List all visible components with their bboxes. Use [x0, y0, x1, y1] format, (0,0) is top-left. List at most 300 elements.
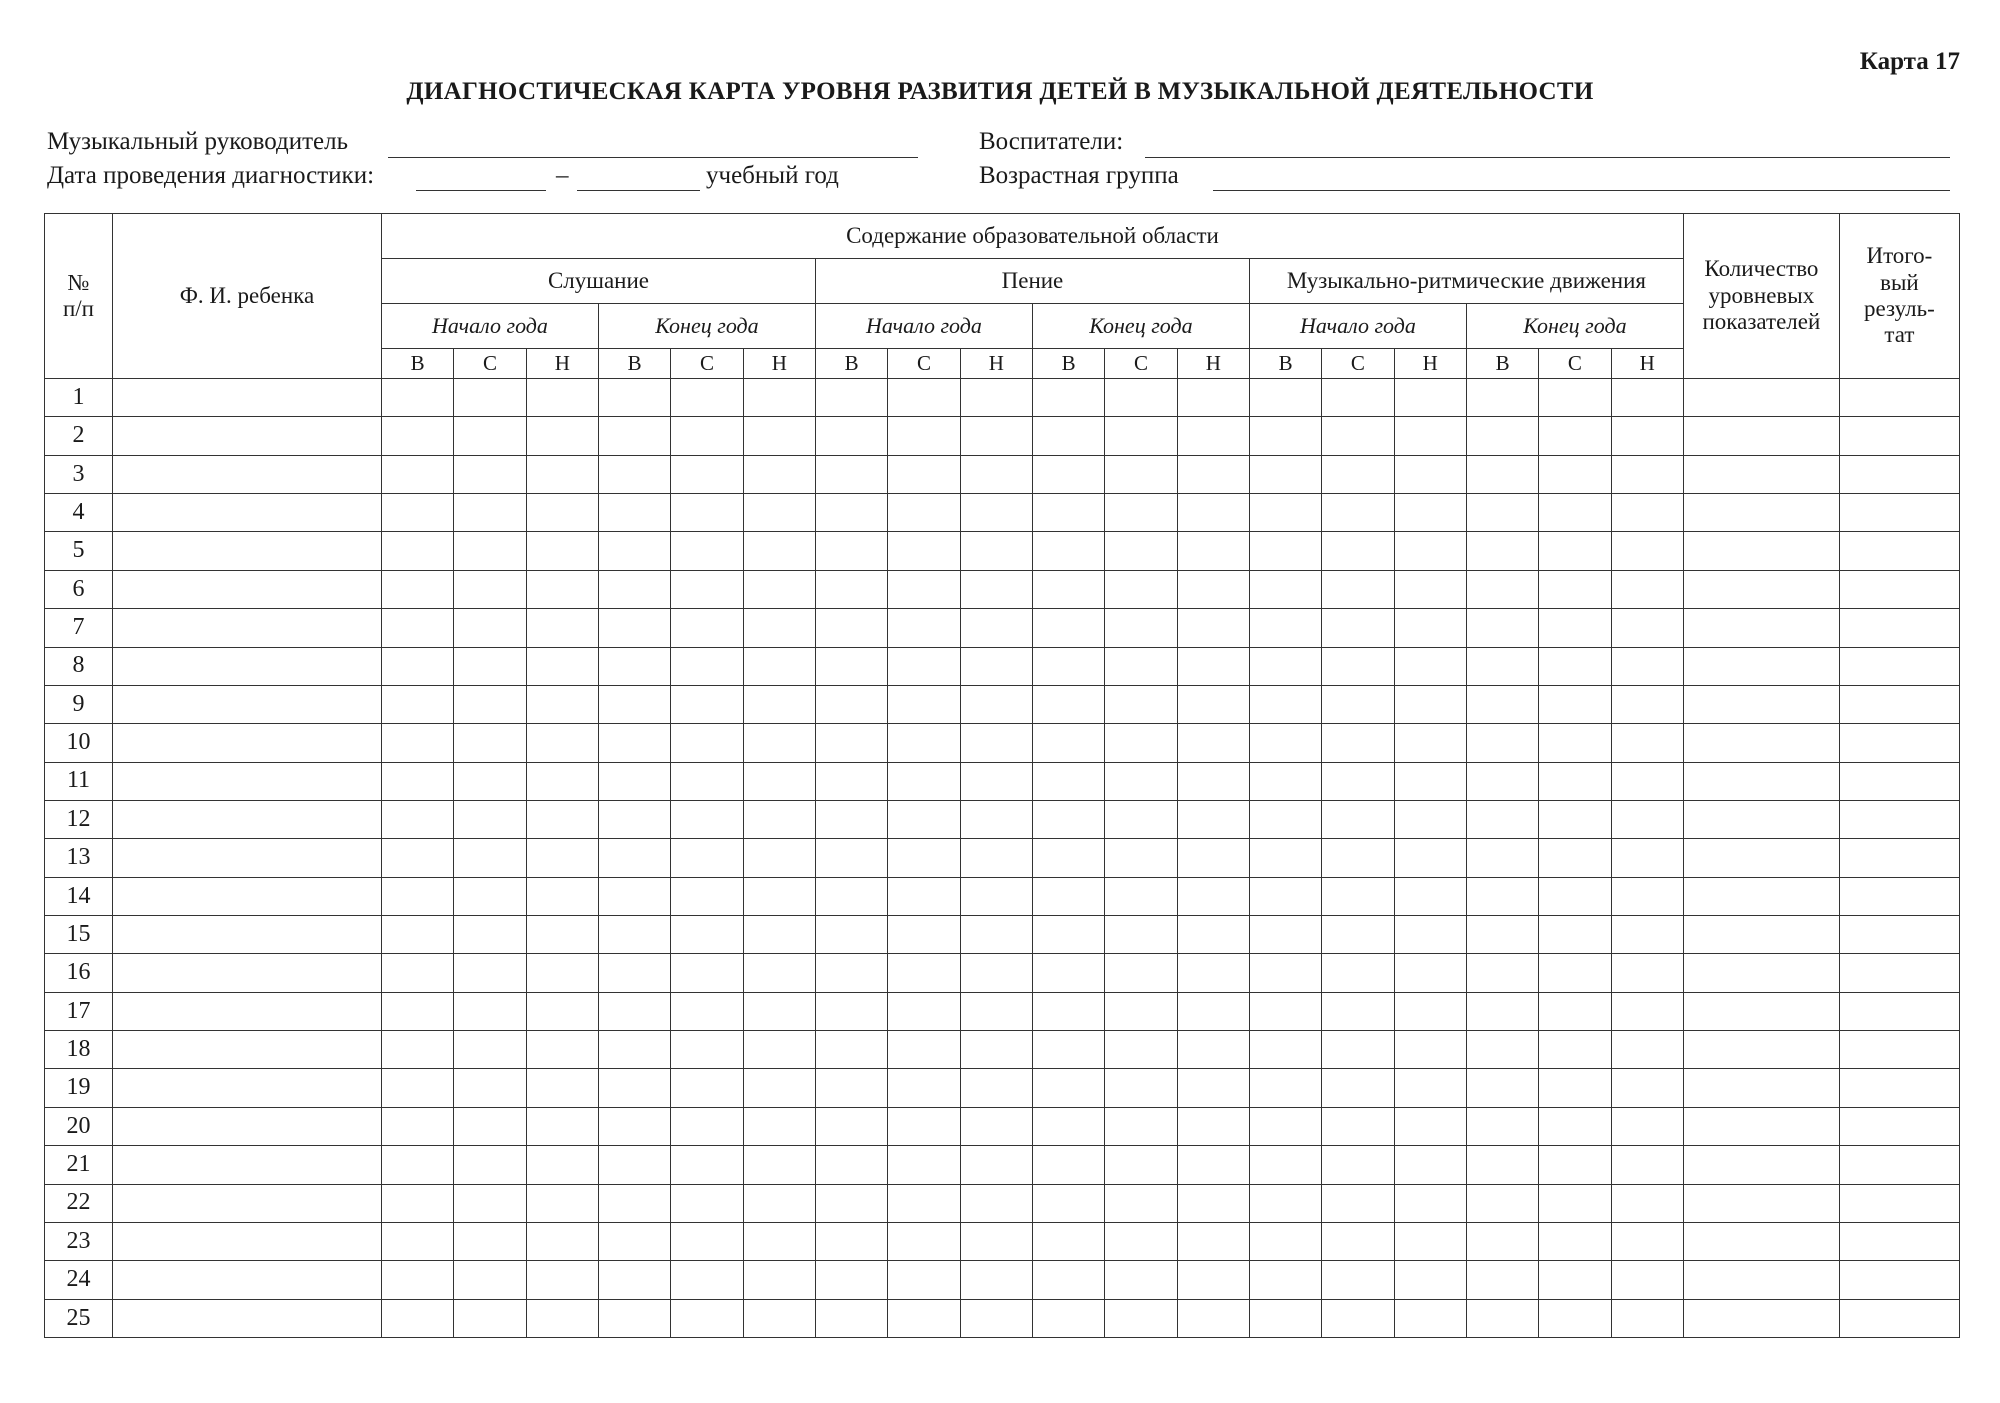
level-count-cell[interactable] [1683, 1146, 1839, 1184]
level-cell[interactable] [598, 379, 670, 417]
level-cell[interactable] [671, 379, 743, 417]
level-cell[interactable] [526, 1031, 598, 1069]
level-cell[interactable] [1249, 800, 1321, 838]
level-cell[interactable] [382, 1261, 454, 1299]
level-cell[interactable] [382, 800, 454, 838]
level-cell[interactable] [888, 1146, 960, 1184]
level-cell[interactable] [454, 762, 526, 800]
child-name-cell[interactable] [113, 916, 382, 954]
level-cell[interactable] [1105, 1069, 1177, 1107]
level-cell[interactable] [1249, 1261, 1321, 1299]
level-cell[interactable] [1322, 1222, 1394, 1260]
level-cell[interactable] [1611, 1261, 1683, 1299]
level-cell[interactable] [1177, 1031, 1249, 1069]
level-cell[interactable] [526, 570, 598, 608]
level-cell[interactable] [671, 417, 743, 455]
child-name-cell[interactable] [113, 494, 382, 532]
level-cell[interactable] [1394, 1261, 1466, 1299]
level-cell[interactable] [671, 954, 743, 992]
level-cell[interactable] [1611, 417, 1683, 455]
level-cell[interactable] [1249, 1222, 1321, 1260]
level-cell[interactable] [382, 1222, 454, 1260]
level-cell[interactable] [382, 877, 454, 915]
child-name-cell[interactable] [113, 417, 382, 455]
level-cell[interactable] [1105, 724, 1177, 762]
level-cell[interactable] [454, 494, 526, 532]
level-cell[interactable] [888, 1184, 960, 1222]
level-cell[interactable] [1539, 379, 1611, 417]
level-cell[interactable] [815, 1146, 887, 1184]
total-result-cell[interactable] [1839, 724, 1959, 762]
total-result-cell[interactable] [1839, 532, 1959, 570]
level-cell[interactable] [671, 1261, 743, 1299]
level-cell[interactable] [598, 647, 670, 685]
level-cell[interactable] [1322, 992, 1394, 1030]
level-cell[interactable] [815, 1299, 887, 1337]
level-cell[interactable] [1466, 494, 1538, 532]
level-cell[interactable] [1466, 992, 1538, 1030]
child-name-cell[interactable] [113, 609, 382, 647]
level-cell[interactable] [454, 992, 526, 1030]
total-result-cell[interactable] [1839, 609, 1959, 647]
level-cell[interactable] [382, 455, 454, 493]
level-cell[interactable] [1249, 839, 1321, 877]
level-cell[interactable] [454, 954, 526, 992]
level-cell[interactable] [1105, 685, 1177, 723]
level-cell[interactable] [1177, 877, 1249, 915]
level-cell[interactable] [382, 379, 454, 417]
level-cell[interactable] [1466, 455, 1538, 493]
level-cell[interactable] [815, 724, 887, 762]
level-cell[interactable] [960, 685, 1032, 723]
level-cell[interactable] [1177, 609, 1249, 647]
level-cell[interactable] [1249, 1069, 1321, 1107]
level-cell[interactable] [815, 1184, 887, 1222]
level-cell[interactable] [1466, 1222, 1538, 1260]
level-cell[interactable] [1177, 532, 1249, 570]
level-cell[interactable] [1539, 839, 1611, 877]
level-cell[interactable] [888, 379, 960, 417]
level-cell[interactable] [960, 1299, 1032, 1337]
level-cell[interactable] [960, 1107, 1032, 1145]
level-cell[interactable] [960, 532, 1032, 570]
level-cell[interactable] [1322, 954, 1394, 992]
level-cell[interactable] [1539, 570, 1611, 608]
level-cell[interactable] [1611, 570, 1683, 608]
level-cell[interactable] [1539, 417, 1611, 455]
level-cell[interactable] [671, 1031, 743, 1069]
level-cell[interactable] [888, 685, 960, 723]
level-cell[interactable] [815, 877, 887, 915]
level-cell[interactable] [1177, 455, 1249, 493]
level-cell[interactable] [598, 1299, 670, 1337]
level-count-cell[interactable] [1683, 724, 1839, 762]
level-cell[interactable] [815, 839, 887, 877]
level-cell[interactable] [960, 379, 1032, 417]
level-cell[interactable] [743, 532, 815, 570]
level-cell[interactable] [598, 1222, 670, 1260]
total-result-cell[interactable] [1839, 379, 1959, 417]
level-count-cell[interactable] [1683, 532, 1839, 570]
level-cell[interactable] [1105, 877, 1177, 915]
level-cell[interactable] [454, 455, 526, 493]
level-cell[interactable] [1105, 916, 1177, 954]
level-cell[interactable] [1394, 916, 1466, 954]
child-name-cell[interactable] [113, 954, 382, 992]
level-cell[interactable] [1611, 762, 1683, 800]
level-cell[interactable] [1249, 685, 1321, 723]
level-cell[interactable] [888, 1031, 960, 1069]
level-cell[interactable] [743, 455, 815, 493]
level-cell[interactable] [1394, 494, 1466, 532]
level-cell[interactable] [1322, 1146, 1394, 1184]
level-cell[interactable] [1249, 1146, 1321, 1184]
level-cell[interactable] [1177, 647, 1249, 685]
level-cell[interactable] [1466, 839, 1538, 877]
level-cell[interactable] [888, 877, 960, 915]
level-cell[interactable] [743, 877, 815, 915]
level-cell[interactable] [888, 839, 960, 877]
level-cell[interactable] [1322, 724, 1394, 762]
level-cell[interactable] [1539, 494, 1611, 532]
level-cell[interactable] [1611, 1184, 1683, 1222]
level-cell[interactable] [526, 685, 598, 723]
level-cell[interactable] [598, 609, 670, 647]
level-cell[interactable] [815, 609, 887, 647]
level-cell[interactable] [598, 800, 670, 838]
level-cell[interactable] [1611, 609, 1683, 647]
level-cell[interactable] [1249, 992, 1321, 1030]
level-cell[interactable] [1177, 379, 1249, 417]
level-cell[interactable] [888, 954, 960, 992]
level-cell[interactable] [454, 839, 526, 877]
level-cell[interactable] [1177, 1222, 1249, 1260]
total-result-cell[interactable] [1839, 1299, 1959, 1337]
level-cell[interactable] [1032, 609, 1104, 647]
level-cell[interactable] [598, 1069, 670, 1107]
level-cell[interactable] [598, 685, 670, 723]
total-result-cell[interactable] [1839, 647, 1959, 685]
level-cell[interactable] [888, 916, 960, 954]
level-cell[interactable] [743, 1261, 815, 1299]
level-cell[interactable] [1032, 647, 1104, 685]
level-cell[interactable] [1394, 1069, 1466, 1107]
level-cell[interactable] [1249, 916, 1321, 954]
level-cell[interactable] [1177, 417, 1249, 455]
level-cell[interactable] [1322, 685, 1394, 723]
level-cell[interactable] [382, 1107, 454, 1145]
child-name-cell[interactable] [113, 839, 382, 877]
level-count-cell[interactable] [1683, 1107, 1839, 1145]
level-cell[interactable] [526, 1261, 598, 1299]
level-cell[interactable] [1466, 800, 1538, 838]
level-cell[interactable] [743, 379, 815, 417]
level-cell[interactable] [382, 992, 454, 1030]
level-cell[interactable] [598, 992, 670, 1030]
level-cell[interactable] [671, 570, 743, 608]
level-count-cell[interactable] [1683, 1184, 1839, 1222]
level-cell[interactable] [815, 570, 887, 608]
level-cell[interactable] [815, 916, 887, 954]
level-cell[interactable] [888, 992, 960, 1030]
level-cell[interactable] [1394, 1107, 1466, 1145]
level-cell[interactable] [1249, 455, 1321, 493]
level-cell[interactable] [1105, 1261, 1177, 1299]
level-cell[interactable] [1032, 724, 1104, 762]
level-cell[interactable] [1177, 762, 1249, 800]
level-cell[interactable] [1105, 532, 1177, 570]
date-end-field[interactable] [577, 190, 700, 191]
level-cell[interactable] [1394, 417, 1466, 455]
level-cell[interactable] [1394, 1222, 1466, 1260]
level-cell[interactable] [526, 724, 598, 762]
level-cell[interactable] [1611, 1146, 1683, 1184]
music-director-field[interactable] [388, 157, 918, 158]
level-count-cell[interactable] [1683, 1299, 1839, 1337]
level-cell[interactable] [454, 1031, 526, 1069]
total-result-cell[interactable] [1839, 877, 1959, 915]
total-result-cell[interactable] [1839, 685, 1959, 723]
educators-field[interactable] [1145, 157, 1950, 158]
level-cell[interactable] [1249, 954, 1321, 992]
level-cell[interactable] [815, 494, 887, 532]
level-cell[interactable] [1611, 1107, 1683, 1145]
level-cell[interactable] [526, 1299, 598, 1337]
child-name-cell[interactable] [113, 800, 382, 838]
level-cell[interactable] [1322, 532, 1394, 570]
level-count-cell[interactable] [1683, 877, 1839, 915]
total-result-cell[interactable] [1839, 494, 1959, 532]
level-cell[interactable] [382, 647, 454, 685]
level-cell[interactable] [454, 1069, 526, 1107]
level-cell[interactable] [960, 916, 1032, 954]
level-cell[interactable] [1466, 647, 1538, 685]
level-cell[interactable] [1177, 570, 1249, 608]
level-cell[interactable] [598, 1261, 670, 1299]
level-cell[interactable] [1539, 724, 1611, 762]
total-result-cell[interactable] [1839, 455, 1959, 493]
level-cell[interactable] [1249, 647, 1321, 685]
level-cell[interactable] [1466, 724, 1538, 762]
level-cell[interactable] [1466, 1261, 1538, 1299]
level-cell[interactable] [1394, 954, 1466, 992]
level-cell[interactable] [1032, 570, 1104, 608]
level-cell[interactable] [960, 762, 1032, 800]
level-cell[interactable] [1466, 570, 1538, 608]
level-cell[interactable] [1466, 1069, 1538, 1107]
level-cell[interactable] [1032, 379, 1104, 417]
total-result-cell[interactable] [1839, 800, 1959, 838]
total-result-cell[interactable] [1839, 1184, 1959, 1222]
total-result-cell[interactable] [1839, 762, 1959, 800]
level-cell[interactable] [1105, 762, 1177, 800]
level-cell[interactable] [743, 724, 815, 762]
level-cell[interactable] [1611, 647, 1683, 685]
level-cell[interactable] [1177, 1107, 1249, 1145]
level-cell[interactable] [1611, 724, 1683, 762]
level-cell[interactable] [1249, 1299, 1321, 1337]
level-cell[interactable] [960, 992, 1032, 1030]
level-cell[interactable] [1611, 877, 1683, 915]
level-cell[interactable] [382, 570, 454, 608]
level-cell[interactable] [1611, 992, 1683, 1030]
level-cell[interactable] [1466, 379, 1538, 417]
level-cell[interactable] [1611, 800, 1683, 838]
child-name-cell[interactable] [113, 762, 382, 800]
level-cell[interactable] [743, 1069, 815, 1107]
level-cell[interactable] [526, 417, 598, 455]
level-cell[interactable] [815, 685, 887, 723]
level-cell[interactable] [960, 609, 1032, 647]
level-cell[interactable] [1322, 839, 1394, 877]
level-cell[interactable] [743, 954, 815, 992]
level-cell[interactable] [1394, 570, 1466, 608]
total-result-cell[interactable] [1839, 417, 1959, 455]
level-cell[interactable] [671, 1299, 743, 1337]
level-cell[interactable] [1611, 494, 1683, 532]
level-cell[interactable] [743, 762, 815, 800]
level-cell[interactable] [454, 1261, 526, 1299]
level-cell[interactable] [888, 1299, 960, 1337]
level-count-cell[interactable] [1683, 1222, 1839, 1260]
level-cell[interactable] [1466, 1299, 1538, 1337]
level-cell[interactable] [382, 724, 454, 762]
level-cell[interactable] [1249, 724, 1321, 762]
level-cell[interactable] [1394, 685, 1466, 723]
level-cell[interactable] [1105, 647, 1177, 685]
level-cell[interactable] [598, 916, 670, 954]
level-cell[interactable] [526, 532, 598, 570]
level-cell[interactable] [1611, 455, 1683, 493]
level-cell[interactable] [1177, 916, 1249, 954]
total-result-cell[interactable] [1839, 839, 1959, 877]
total-result-cell[interactable] [1839, 1261, 1959, 1299]
level-cell[interactable] [1177, 1299, 1249, 1337]
level-cell[interactable] [1539, 992, 1611, 1030]
level-cell[interactable] [1177, 1146, 1249, 1184]
level-cell[interactable] [1177, 954, 1249, 992]
level-cell[interactable] [1249, 379, 1321, 417]
level-cell[interactable] [454, 800, 526, 838]
level-count-cell[interactable] [1683, 570, 1839, 608]
level-cell[interactable] [960, 647, 1032, 685]
level-cell[interactable] [1394, 762, 1466, 800]
level-cell[interactable] [382, 1146, 454, 1184]
level-cell[interactable] [1394, 800, 1466, 838]
child-name-cell[interactable] [113, 1146, 382, 1184]
level-cell[interactable] [671, 685, 743, 723]
level-cell[interactable] [1322, 762, 1394, 800]
level-cell[interactable] [1394, 992, 1466, 1030]
level-cell[interactable] [815, 532, 887, 570]
level-cell[interactable] [1105, 839, 1177, 877]
level-cell[interactable] [960, 1146, 1032, 1184]
level-cell[interactable] [1611, 685, 1683, 723]
level-cell[interactable] [454, 609, 526, 647]
level-cell[interactable] [743, 570, 815, 608]
level-cell[interactable] [526, 954, 598, 992]
child-name-cell[interactable] [113, 992, 382, 1030]
level-cell[interactable] [454, 570, 526, 608]
level-count-cell[interactable] [1683, 800, 1839, 838]
level-cell[interactable] [960, 954, 1032, 992]
level-cell[interactable] [960, 839, 1032, 877]
level-cell[interactable] [888, 724, 960, 762]
level-cell[interactable] [888, 1107, 960, 1145]
level-cell[interactable] [598, 1031, 670, 1069]
level-cell[interactable] [815, 1069, 887, 1107]
level-cell[interactable] [1539, 1107, 1611, 1145]
level-cell[interactable] [743, 647, 815, 685]
level-cell[interactable] [1539, 954, 1611, 992]
level-cell[interactable] [1105, 1107, 1177, 1145]
total-result-cell[interactable] [1839, 1222, 1959, 1260]
level-cell[interactable] [382, 1184, 454, 1222]
level-cell[interactable] [526, 800, 598, 838]
level-cell[interactable] [1249, 494, 1321, 532]
level-cell[interactable] [743, 1146, 815, 1184]
level-cell[interactable] [1322, 570, 1394, 608]
level-cell[interactable] [960, 494, 1032, 532]
level-cell[interactable] [1394, 609, 1466, 647]
child-name-cell[interactable] [113, 685, 382, 723]
level-cell[interactable] [1394, 839, 1466, 877]
total-result-cell[interactable] [1839, 1031, 1959, 1069]
child-name-cell[interactable] [113, 877, 382, 915]
level-cell[interactable] [1539, 1069, 1611, 1107]
level-cell[interactable] [671, 647, 743, 685]
level-cell[interactable] [1105, 992, 1177, 1030]
level-cell[interactable] [960, 800, 1032, 838]
level-cell[interactable] [1032, 916, 1104, 954]
level-count-cell[interactable] [1683, 1069, 1839, 1107]
level-cell[interactable] [1032, 685, 1104, 723]
level-cell[interactable] [382, 916, 454, 954]
level-cell[interactable] [1249, 532, 1321, 570]
level-cell[interactable] [1177, 494, 1249, 532]
level-cell[interactable] [743, 494, 815, 532]
level-cell[interactable] [960, 570, 1032, 608]
level-cell[interactable] [960, 877, 1032, 915]
level-cell[interactable] [1032, 1107, 1104, 1145]
level-cell[interactable] [1249, 877, 1321, 915]
level-count-cell[interactable] [1683, 455, 1839, 493]
level-cell[interactable] [1466, 916, 1538, 954]
level-cell[interactable] [1611, 916, 1683, 954]
level-cell[interactable] [1466, 877, 1538, 915]
level-cell[interactable] [1032, 494, 1104, 532]
level-cell[interactable] [1394, 379, 1466, 417]
level-cell[interactable] [671, 800, 743, 838]
level-cell[interactable] [454, 685, 526, 723]
child-name-cell[interactable] [113, 1184, 382, 1222]
level-cell[interactable] [1539, 1031, 1611, 1069]
level-cell[interactable] [1322, 609, 1394, 647]
level-cell[interactable] [1322, 455, 1394, 493]
child-name-cell[interactable] [113, 1107, 382, 1145]
level-cell[interactable] [526, 379, 598, 417]
level-cell[interactable] [743, 916, 815, 954]
level-cell[interactable] [598, 839, 670, 877]
level-cell[interactable] [888, 455, 960, 493]
level-cell[interactable] [888, 1222, 960, 1260]
child-name-cell[interactable] [113, 1031, 382, 1069]
level-cell[interactable] [1539, 1222, 1611, 1260]
level-count-cell[interactable] [1683, 379, 1839, 417]
level-cell[interactable] [1611, 1299, 1683, 1337]
level-cell[interactable] [1249, 417, 1321, 455]
level-cell[interactable] [671, 1184, 743, 1222]
